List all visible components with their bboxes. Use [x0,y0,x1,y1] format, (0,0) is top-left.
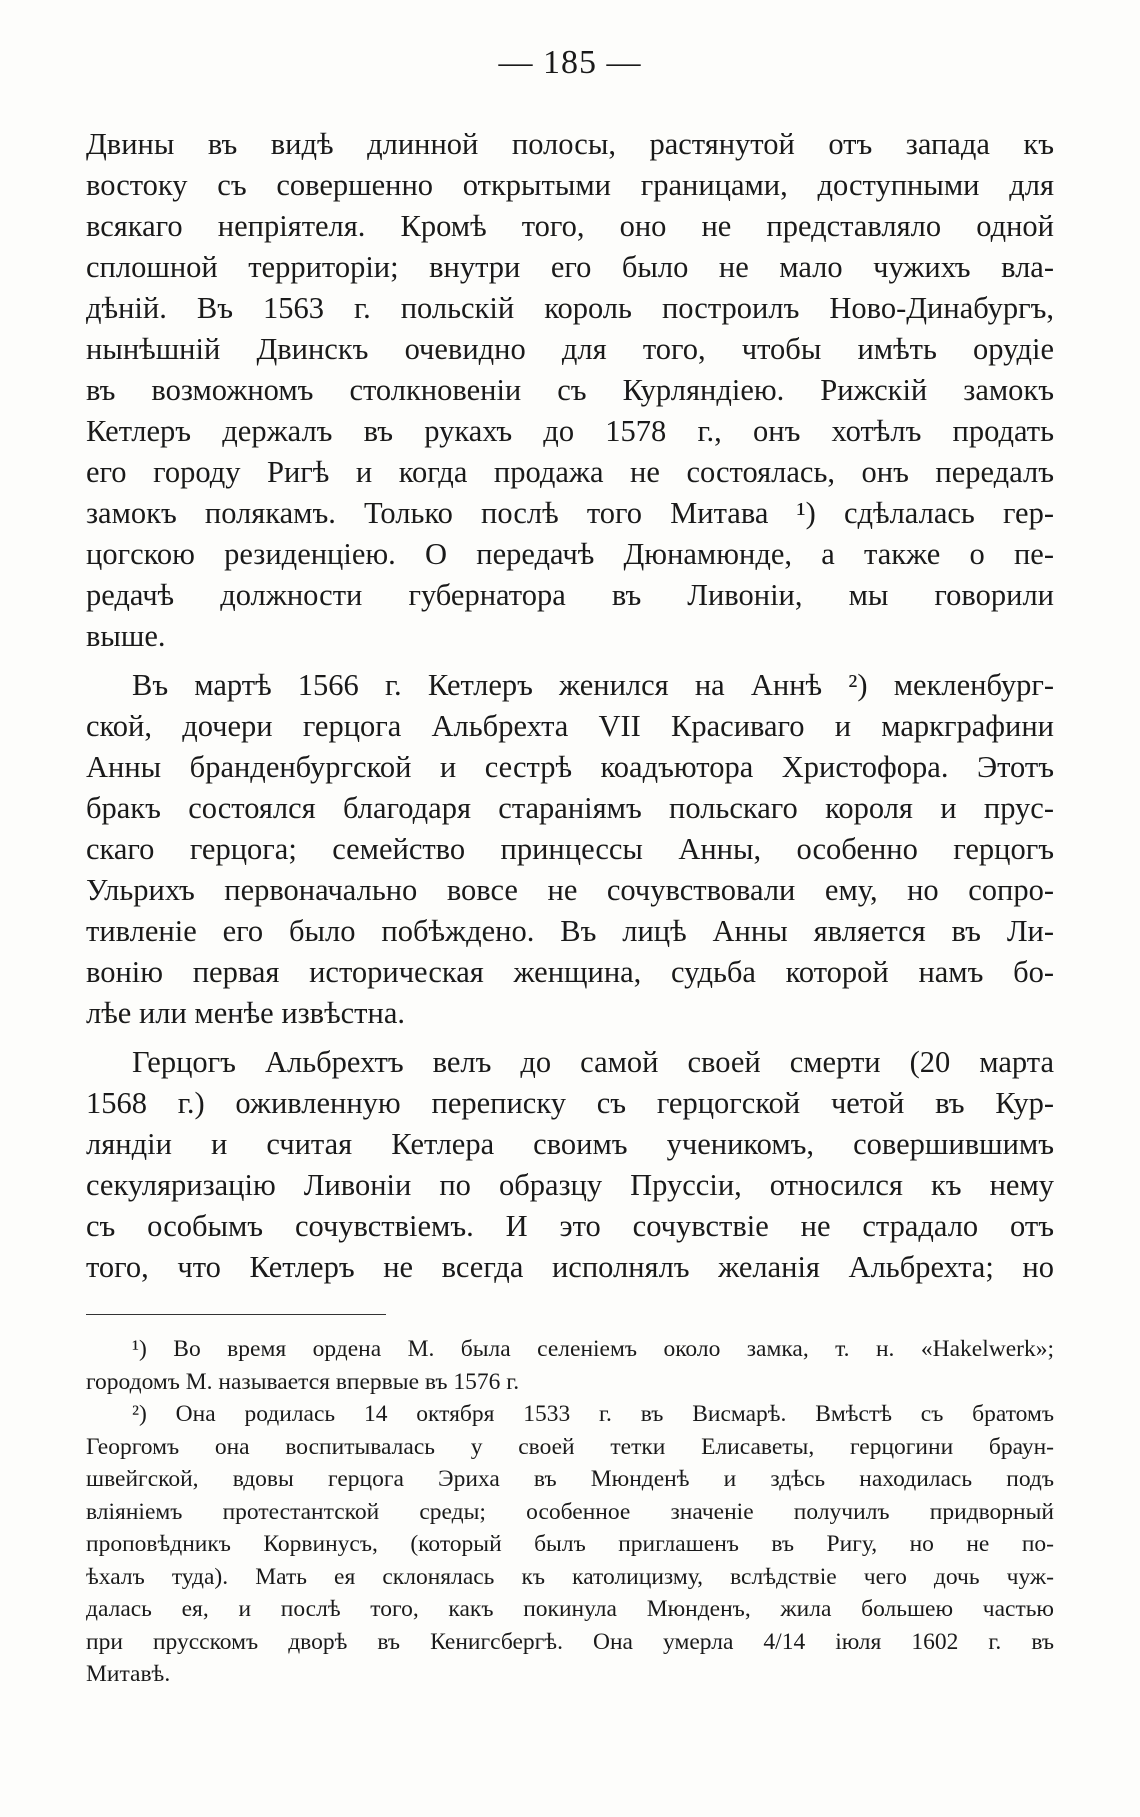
text-line: нынѣшній Двинскъ очевидно для того, чтобы имѣть орудіе [86,332,1054,366]
text-line: вонію первая историческая женщина, судьба которой намъ бо- [86,955,1054,989]
paragraph [86,665,1054,1034]
text-line: его городу Ригѣ и когда продажа не состоялась, онъ передалъ [86,455,1054,489]
text-line: секуляризацію Ливоніи по образцу Пруссіи, относился къ нему [86,1168,1054,1202]
text-line: Герцогъ Альбрехтъ велъ до самой своей смерти (20 марта [132,1045,1054,1079]
footnote-line: Георгомъ она воспитывалась у своей тетки Елисаветы, герцогини браун- [86,1433,1054,1460]
text-line: съ особымъ сочувствіемъ. И это сочувствіе не страдало отъ [86,1209,1054,1243]
footnote [86,1398,1054,1691]
footnotes [86,1333,1054,1691]
footnote-line: городомъ М. называется впервые въ 1576 г. [86,1368,520,1395]
text-line: лѣе или менѣе извѣстна. [86,996,405,1030]
text-line: скаго герцога; семейство принцессы Анны, особенно герцогъ [86,832,1054,866]
text-line: Въ мартѣ 1566 г. Кетлеръ женился на Аннѣ ²) мекленбург- [132,668,1054,702]
text-line: востоку съ совершенно открытыми границами, доступными для [86,168,1054,202]
text-line: въ возможномъ столкновеніи съ Курляндіею. Рижскій замокъ [86,373,1054,407]
footnote-divider [86,1314,386,1315]
footnote-line: ¹) Во время ордена М. была селеніемъ около замка, т. н. «Hakelwerk»; [132,1336,1054,1362]
text-line: того, что Кетлеръ не всегда исполнялъ желанія Альбрехта; но [86,1250,1054,1284]
footnote-line: при прусскомъ дворѣ въ Кенигсбергѣ. Она умерла 4/14 іюля 1602 г. въ [86,1628,1054,1655]
text-line: цогскою резиденціею. О передачѣ Дюнамюнде, а также о пе- [86,537,1054,571]
text-line: Ульрихъ первоначально вовсе не сочувствовали ему, но сопро- [86,873,1054,907]
text-line: Двины въ видѣ длинной полосы, растянутой отъ запада къ [86,127,1054,161]
text-line: замокъ полякамъ. Только послѣ того Митава ¹) сдѣлалась гер- [86,496,1054,530]
text-line: ской, дочери герцога Альбрехта VII Красиваго и маркграфини [86,709,1054,743]
paragraph [86,1042,1054,1288]
text-line: выше. [86,619,166,653]
text-line: тивленіе его было побѣждено. Въ лицѣ Анны является въ Ли- [86,914,1054,948]
footnote-line: ²) Она родилась 14 октября 1533 г. въ Висмарѣ. Вмѣстѣ съ братомъ [132,1401,1054,1427]
text-line: ляндіи и считая Кетлера своимъ ученикомъ, совершившимъ [86,1127,1054,1161]
footnote-line: вліяніемъ протестантской среды; особенное значеніе получилъ придворный [86,1498,1054,1525]
footnote-line: далась ея, и послѣ того, какъ покинула Мюнденъ, жила большею частью [86,1596,1054,1622]
text-line: Кетлеръ держалъ въ рукахъ до 1578 г., онъ хотѣлъ продать [86,414,1054,448]
text-line: 1568 г.) оживленную переписку съ герцогской четой въ Кур- [86,1086,1054,1120]
footnote-line: швейгской, вдовы герцога Эриха въ Мюнденѣ и здѣсь находилась подъ [86,1466,1054,1492]
footnote-line: Митавѣ. [86,1661,171,1687]
footnote [86,1333,1054,1398]
text-line: всякаго непріятеля. Кромѣ того, оно не представляло одной [86,209,1054,243]
text-line: редачѣ должности губернатора въ Ливоніи, мы говорили [86,578,1054,612]
text-line: дѣній. Въ 1563 г. польскій король построилъ Ново-Динабургъ, [86,291,1054,325]
page-number: — 185 — [498,44,642,81]
text-line: сплошной территоріи; внутри его было не мало чужихъ вла- [86,250,1054,284]
footnote-line: проповѣдникъ Корвинусъ, (который былъ приглашенъ въ Ригу, но не по- [86,1531,1054,1557]
footnote-line: ѣхалъ туда). Мать ея склонялась къ католицизму, вслѣдствіе чего дочь чуж- [86,1563,1054,1590]
text-line: бракъ состоялся благодаря стараніямъ польскаго короля и прус- [86,791,1054,825]
main-text [86,124,1054,1288]
text-line: Анны бранденбургской и сестрѣ коадъютора Христофора. Этотъ [86,750,1054,784]
paragraph [86,124,1054,657]
